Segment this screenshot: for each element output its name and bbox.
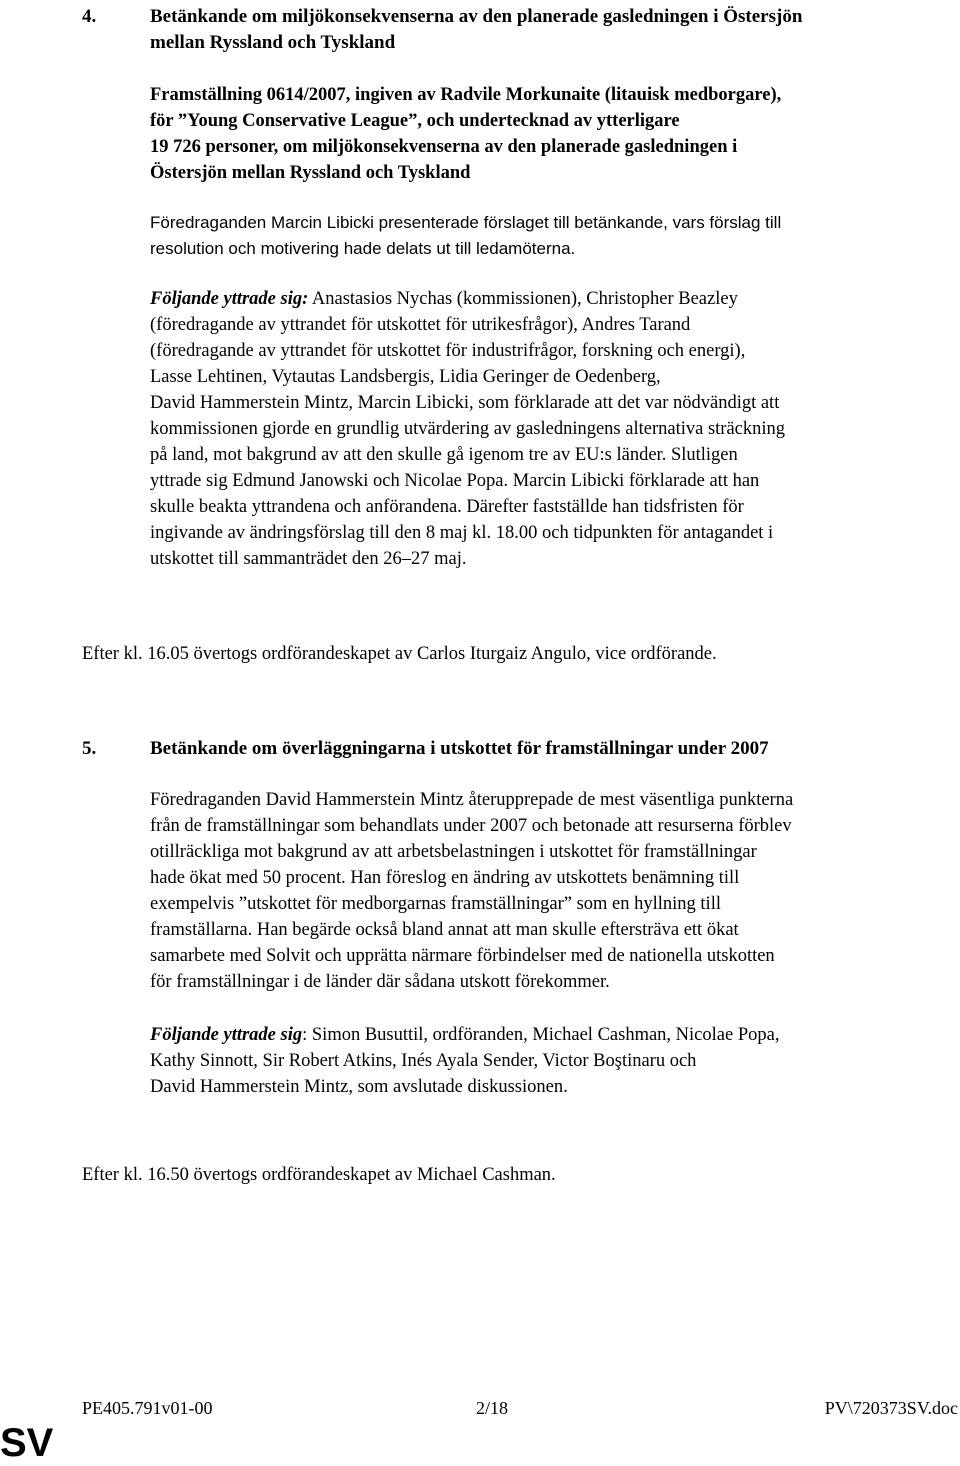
chair-change-note: Efter kl. 16.05 övertogs ordförandeskapet av Carlos Iturgaiz Angulo, vice ordförande. (82, 644, 717, 664)
petition-line: Östersjön mellan Ryssland och Tyskland (150, 163, 471, 183)
speakers-line: yttrade sig Edmund Janowski och Nicolae Popa. Marcin Libicki förklarade att han (150, 471, 760, 491)
chair-change-note: Efter kl. 16.50 övertogs ordförandeskapet av Michael Cashman. (82, 1165, 556, 1185)
item-4-number: 4. (82, 6, 97, 27)
item-5-speakers-paragraph (150, 1022, 950, 1100)
speakers-line: kommissionen gjorde en grundlig utvärdering av gasledningens alternativa sträckning (150, 419, 786, 439)
speakers-line: utskottet till sammanträdet den 26–27 maj. (150, 549, 467, 569)
speakers-label: Följande yttrade sig: (150, 289, 309, 309)
petition-line: Framställning 0614/2007, ingiven av Radvile Morkunaite (litauisk medborgare), (150, 85, 782, 105)
item-5-rapporteur-paragraph (150, 787, 950, 995)
footer-file-ref: PV\720373SV.doc (824, 1398, 958, 1418)
petition-line: 19 726 personer, om miljökonsekvenserna av den planerade gasledningen i (150, 137, 738, 157)
item-4-title-line: mellan Ryssland och Tyskland (150, 32, 396, 53)
speakers-label: Följande yttrade sig (150, 1025, 303, 1045)
item-4-speakers-paragraph (150, 286, 950, 572)
rapporteur-line: samarbete med Solvit och upprätta närmare förbindelser med de nationella utskotten (150, 946, 775, 966)
speakers-line: (föredragande av yttrandet för utskottet för industrifrågor, forskning och energi), (150, 341, 746, 361)
item-5-title: Betänkande om överläggningarna i utskottet för framställningar under 2007 (150, 738, 769, 759)
rapporteur-line: Föredraganden Marcin Libicki presenterade förslaget till betänkande, vars förslag till (150, 213, 782, 232)
rapporteur-line: hade ökat med 50 procent. Han föreslog en ändring av utskottets benämning till (150, 868, 740, 888)
rapporteur-line: för framställningar i de länder där sådana utskott förekommer. (150, 972, 610, 992)
item-4-title-line: Betänkande om miljökonsekvenserna av den planerade gasledningen i Östersjön (150, 6, 803, 27)
rapporteur-line: från de framställningar som behandlats under 2007 och betonade att resurserna förblev (150, 816, 792, 836)
speakers-line: (föredragande av yttrandet för utskottet för utrikesfrågor), Andres Tarand (150, 315, 691, 335)
speakers-line (150, 1022, 950, 1048)
item-4-rapporteur-paragraph (150, 210, 950, 262)
rapporteur-line: resolution och motivering hade delats ut till ledamöterna. (150, 239, 576, 258)
speakers-line: skulle beakta yttrandena och anförandena. Därefter fastställde han tidsfristen för (150, 497, 744, 517)
rapporteur-line: framställarna. Han begärde också bland annat att man skulle eftersträva ett ökat (150, 920, 739, 940)
item-4-petition (150, 82, 950, 186)
speakers-text: : Simon Busuttil, ordföranden, Michael Cashman, Nicolae Popa, (302, 1025, 780, 1045)
rapporteur-line: exempelvis ”utskottet för medborgarnas framställningar” som en hyllning till (150, 894, 721, 914)
speakers-line: David Hammerstein Mintz, som avslutade diskussionen. (150, 1077, 568, 1097)
footer-page-number: 2/18 (476, 1398, 509, 1418)
speakers-line: Kathy Sinnott, Sir Robert Atkins, Inés Ayala Sender, Victor Boştinaru och (150, 1051, 697, 1071)
petition-line: för ”Young Conservative League”, och undertecknad av ytterligare (150, 111, 680, 131)
footer-doc-ref: PE405.791v01-00 (82, 1398, 213, 1418)
speakers-line: på land, mot bakgrund av att den skulle gå igenom tre av EU:s länder. Slutligen (150, 445, 738, 465)
item-5-number: 5. (82, 738, 97, 759)
speakers-line (150, 286, 950, 312)
speakers-line: David Hammerstein Mintz, Marcin Libicki, som förklarade att det var nödvändigt att (150, 393, 780, 413)
footer-language-code: SV (0, 1421, 54, 1465)
rapporteur-line: Föredraganden David Hammerstein Mintz återupprepade de mest väsentliga punkterna (150, 790, 794, 810)
item-4-title (150, 4, 950, 56)
speakers-text: Anastasios Nychas (kommissionen), Christopher Beazley (308, 289, 738, 309)
speakers-line: Lasse Lehtinen, Vytautas Landsbergis, Lidia Geringer de Oedenberg, (150, 367, 661, 387)
speakers-line: ingivande av ändringsförslag till den 8 maj kl. 18.00 och tidpunkten för antagandet i (150, 523, 774, 543)
rapporteur-line: otillräckliga mot bakgrund av att arbetsbelastningen i utskottet för framställningar (150, 842, 757, 862)
